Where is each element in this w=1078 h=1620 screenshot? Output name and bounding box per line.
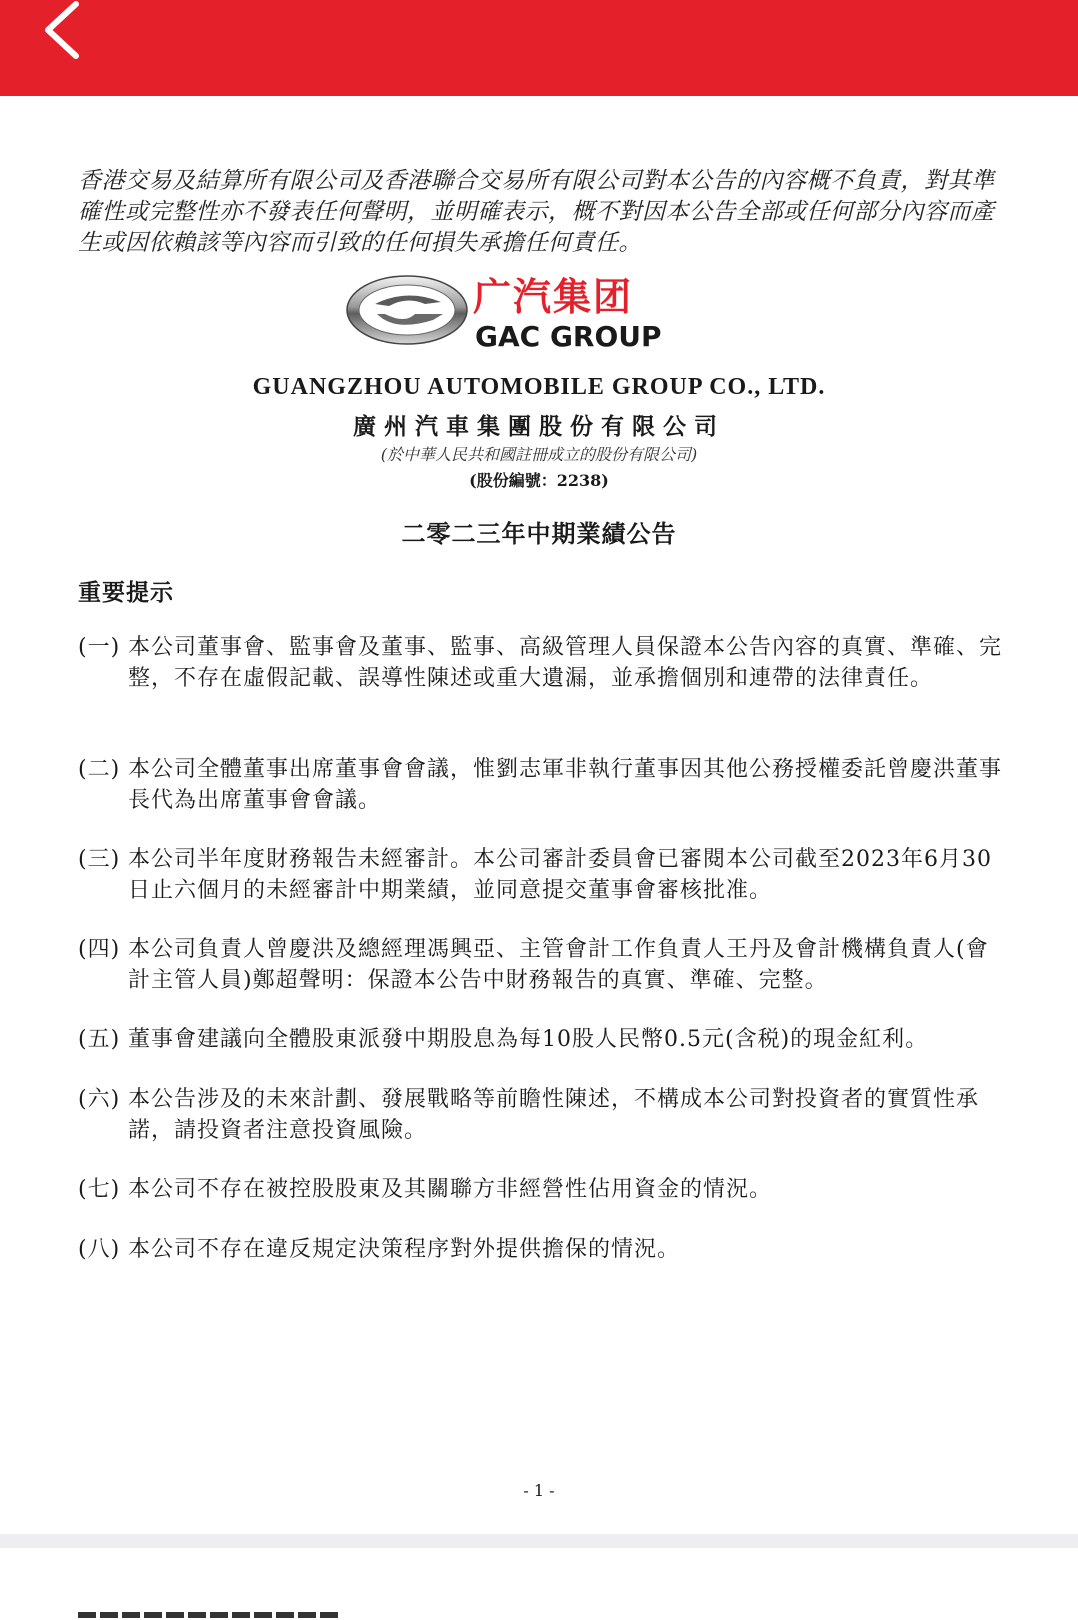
disclaimer-text: 香港交易及結算所有限公司及香港聯合交易所有限公司對本公告的內容概不負責，對其準確性或完整性亦不發表任何聲明，並明確表示，概不對因本公告全部或任何部分內容而產生或因依賴該等內容而引致的任何損失承擔任何責任。	[78, 168, 995, 256]
notice-number: (二)	[78, 757, 121, 782]
back-button[interactable]	[30, 0, 100, 70]
notice-text: 本公司半年度財務報告未經審計。本公司審計委員會已審閱本公司截至2023年6月30日止六個月的未經審計中期業績，並同意提交董事會審核批准。	[128, 847, 992, 903]
gac-group-logo	[345, 274, 735, 354]
announcement-title: 二零二三年中期業績公告	[401, 519, 677, 548]
top-bar	[0, 0, 1078, 96]
notice-text: 董事會建議向全體股東派發中期股息為每10股人民幣0.5元(含税)的現金紅利。	[128, 1027, 929, 1052]
page-separator	[0, 1534, 1078, 1548]
notice-number: (七)	[78, 1177, 121, 1202]
notice-item	[78, 1084, 1010, 1146]
document-page	[0, 96, 1078, 1534]
gac-emblem-icon	[345, 274, 735, 354]
notice-number: (八)	[78, 1237, 121, 1262]
notice-text: 本公司全體董事出席董事會會議，惟劉志軍非執行董事因其他公務授權委託曾慶洪董事長代為出席董事會會議。	[128, 757, 1003, 813]
notice-item	[78, 754, 1010, 816]
notice-number: (五)	[78, 1027, 121, 1052]
notice-text: 本公告涉及的未來計劃、發展戰略等前瞻性陳述，不構成本公司對投資者的實質性承諾，請投資者注意投資風險。	[128, 1087, 980, 1143]
notice-text: 本公司董事會、監事會及董事、監事、高級管理人員保證本公告內容的真實、準確、完整，不存在虛假記載、誤導性陳述或重大遺漏，並承擔個別和連帶的法律責任。	[128, 635, 1003, 691]
notice-item	[78, 1174, 1010, 1205]
notice-number: (三)	[78, 847, 121, 872]
page-number: - 1 -	[523, 1481, 555, 1500]
incorporation-note: (於中華人民共和國註冊成立的股份有限公司)	[380, 445, 698, 464]
notice-number: (四)	[78, 937, 121, 962]
next-page-preview	[0, 1548, 1078, 1620]
notice-text: 本公司不存在違反規定決策程序對外提供擔保的情況。	[128, 1237, 681, 1262]
notice-item	[78, 632, 1010, 694]
next-page-heading-clipped	[78, 1612, 338, 1618]
notice-number: (六)	[78, 1087, 121, 1112]
notice-text: 本公司負責人曾慶洪及總經理馮興亞、主管會計工作負責人王丹及會計機構負責人(會計主管人員)鄭超聲明：保證本公告中財務報告的真實、準確、完整。	[128, 937, 989, 993]
logo-en-text: GAC GROUP	[475, 320, 662, 353]
notice-item	[78, 844, 1010, 906]
company-name-zh: 廣州汽車集團股份有限公司	[353, 414, 725, 440]
chevron-left-icon	[30, 0, 100, 70]
stock-code: (股份編號：2238)	[469, 471, 609, 490]
company-name-en: GUANGZHOU AUTOMOBILE GROUP CO., LTD.	[252, 374, 826, 400]
notice-item	[78, 1234, 1010, 1265]
notice-text: 本公司不存在被控股股東及其關聯方非經營性佔用資金的情況。	[128, 1177, 773, 1202]
notice-item	[78, 934, 1010, 996]
notice-item	[78, 1024, 1010, 1055]
notice-number: (一)	[78, 635, 121, 660]
logo-zh-text: 广汽集团	[473, 275, 634, 319]
section-heading: 重要提示	[78, 579, 174, 606]
